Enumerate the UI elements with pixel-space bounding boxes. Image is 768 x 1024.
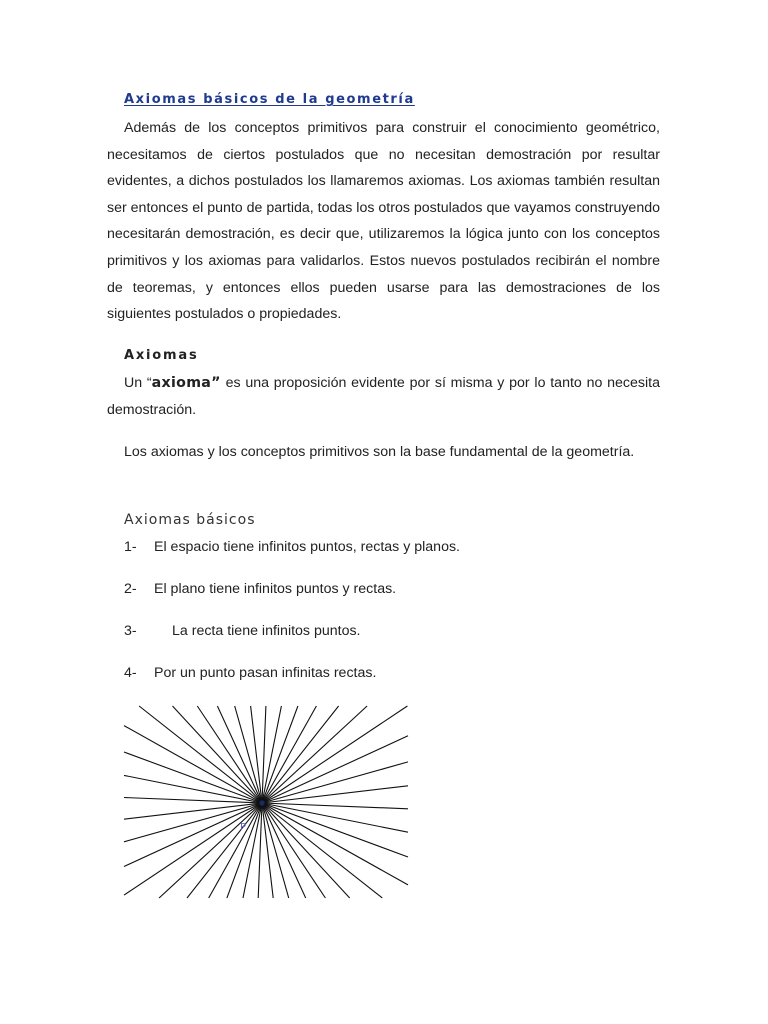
ray-group [124, 706, 408, 898]
list-item-text: Por un punto pasan infinitas rectas. [154, 665, 377, 681]
ray-line [124, 726, 262, 803]
ray-line [139, 706, 262, 803]
axiomas-heading: Axiomas [124, 348, 199, 363]
lines-through-point-figure [122, 704, 410, 900]
pencil-of-lines-diagram [122, 704, 410, 900]
list-item-number: 2- [124, 581, 137, 597]
list-item [124, 665, 376, 681]
ray-line [262, 706, 339, 803]
list-item-number: 4- [124, 665, 137, 681]
ray-line [262, 706, 316, 803]
list-item [124, 623, 361, 639]
axiom-definition-paragraph [107, 370, 660, 423]
point-p-dot [259, 800, 264, 805]
base-text: Los axiomas y los conceptos primitivos son la base fundamental de la geometría. [124, 444, 635, 460]
ray-line [262, 803, 408, 885]
definition-rest: es una proposición evidente por sí misma y por lo tanto no necesita demostración. [107, 375, 660, 418]
base-paragraph [107, 439, 660, 466]
ray-line [124, 803, 262, 867]
ray-line [262, 803, 382, 898]
basic-axioms-title: Axiomas básicos [124, 512, 256, 528]
list-item-number: 3- [124, 623, 137, 639]
list-item-number: 1- [124, 539, 137, 555]
ray-line [124, 752, 262, 803]
list-item [124, 539, 460, 555]
ray-line [262, 803, 408, 857]
definition-term: axioma” [151, 375, 221, 391]
list-item-text: La recta tiene infinitos puntos. [172, 623, 361, 639]
definition-prefix: Un “ [124, 375, 152, 391]
ray-line [187, 803, 262, 898]
list-item [124, 581, 396, 597]
intro-text: Además de los conceptos primitivos para construir el conocimiento geométrico, necesitamos de ciertos postulados que no necesitan demostración por resultar evidentes, a dichos postulados los llamaremos axiomas. Los axiomas también resultan ser entonces el punto de partida, todas los otros postulados que vayamos construyendo necesitarán demostración, es decir que, utilizaremos la lógica junto con los conceptos primitivos y los axiomas para validarlos. Estos nuevos postulados recibirán el nombre de teoremas, y entonces ellos pueden usarse para las demostraciones de los siguientes postulados o propiedades. [107, 120, 660, 323]
section-title-link[interactable]: Axiomas básicos de la geometría [124, 92, 415, 107]
ray-line [262, 736, 408, 803]
ray-line [209, 803, 262, 898]
list-item-text: El espacio tiene infinitos puntos, rectas y planos. [154, 539, 460, 555]
point-p-label: P [240, 822, 247, 833]
list-item-text: El plano tiene infinitos puntos y rectas. [154, 581, 397, 597]
intro-paragraph [107, 115, 660, 328]
